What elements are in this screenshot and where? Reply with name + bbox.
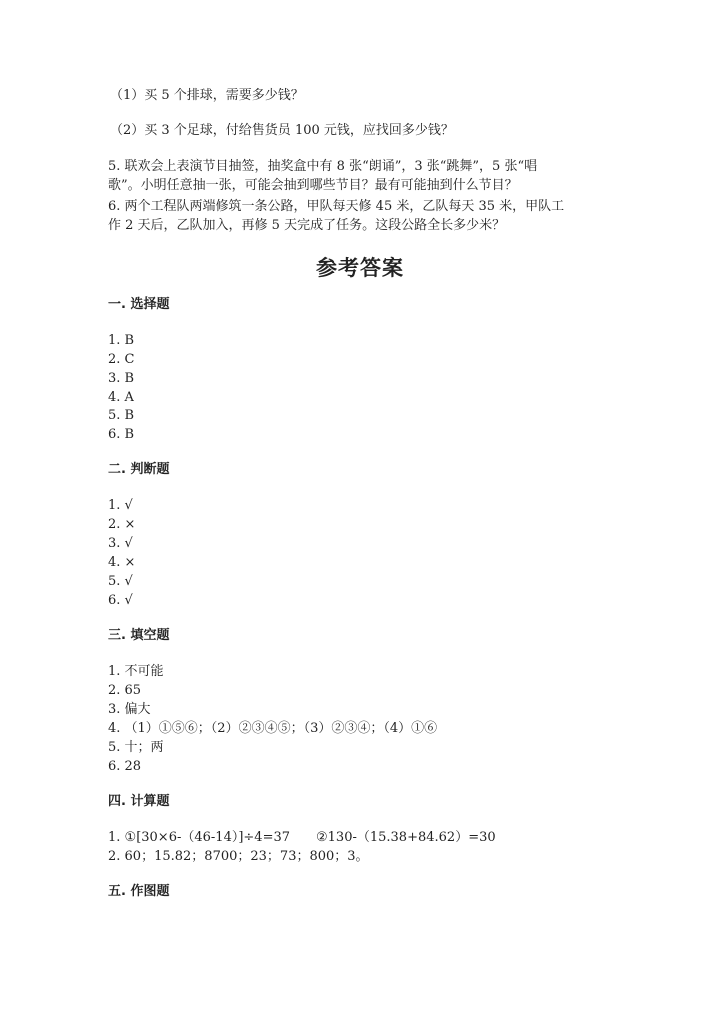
question-4-part-1: （1）买 5 个排球，需要多少钱？ — [110, 88, 304, 103]
answer-item: 3. B — [108, 371, 135, 386]
question-4-part-2: （2）买 3 个足球，付给售货员 100 元钱，应找回多少钱？ — [110, 123, 454, 138]
answer-item: 1. 不可能 — [108, 664, 164, 679]
answer-item: 3. 偏大 — [108, 702, 151, 717]
section-heading: 二. 判断题 — [108, 462, 170, 477]
section-heading: 一. 选择题 — [108, 297, 170, 312]
section-heading: 四. 计算题 — [108, 794, 170, 809]
answer-item: 1. √ — [108, 498, 133, 513]
answer-item: 5. 十；两 — [108, 740, 164, 755]
answer-title: 参考答案 — [316, 256, 404, 280]
answer-item: 6. √ — [108, 593, 133, 608]
answer-item: 5. √ — [108, 574, 133, 589]
question-6-line-2: 作 2 天后，乙队加入，再修 5 天完成了任务。这段公路全长多少米？ — [108, 218, 506, 233]
answer-item: 1. ①[30×6-（46-14）]÷4=37 ②130-（15.38+84.62）=30 — [108, 830, 496, 845]
answer-item: 4. × — [108, 555, 136, 570]
question-5-line-1: 5. 联欢会上表演节目抽签，抽奖盒中有 8 张“朗诵”，3 张“跳舞”，5 张“唱 — [108, 159, 538, 174]
section-heading: 三. 填空题 — [108, 628, 170, 643]
answer-item: 6. B — [108, 427, 135, 442]
answer-item: 5. B — [108, 408, 135, 423]
answer-item: 2. × — [108, 517, 136, 532]
question-5-line-2: 歌”。小明任意抽一张，可能会抽到哪些节目？最有可能抽到什么节目？ — [108, 178, 518, 193]
answer-item: 4. A — [108, 390, 134, 405]
answer-item: 2. 65 — [108, 683, 142, 698]
answer-item: 2. 60；15.82；8700；23；73；800；3。 — [108, 849, 369, 864]
answer-item: 2. C — [108, 352, 135, 367]
question-6-line-1: 6. 两个工程队两端修筑一条公路，甲队每天修 45 米，乙队每天 35 米，甲队工 — [108, 199, 565, 214]
answer-item: 6. 28 — [108, 759, 142, 774]
answer-item: 1. B — [108, 333, 135, 348]
answer-item: 3. √ — [108, 536, 133, 551]
answer-item: 4. （1）①⑤⑥；（2）②③④⑤；（3）②③④；（4）①⑥ — [108, 721, 438, 736]
section-heading: 五. 作图题 — [108, 884, 170, 899]
